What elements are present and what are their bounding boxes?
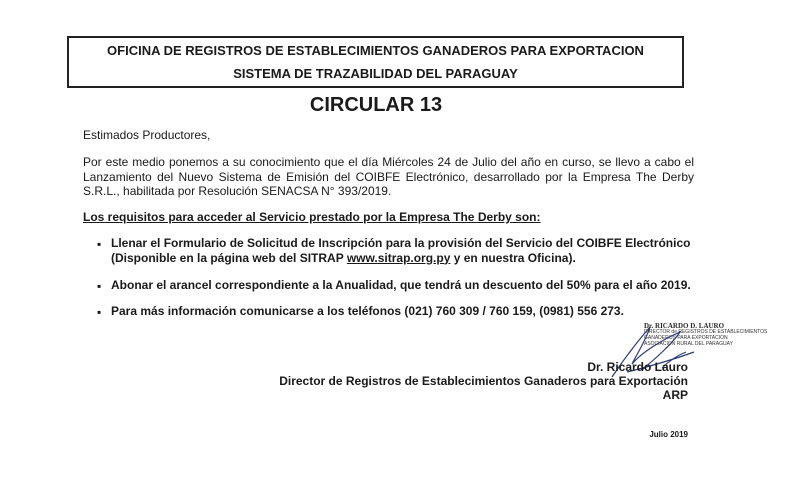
requirement-3: Para más información comunicarse a los teléfonos (021) 760 309 / 760 159, (0981) 556 273. xyxy=(111,304,624,318)
bullet-icon: ▪ xyxy=(97,237,102,251)
requirement-2: Abonar el arancel correspondiente a la Anualidad, que tendrá un descuento del 50% para el año 2019. xyxy=(111,278,691,292)
system-title: SISTEMA DE TRAZABILIDAD DEL PARAGUAY xyxy=(233,66,518,81)
signer-name: Dr. Ricardo Lauro xyxy=(587,360,688,374)
stamp-name: Dr. RICARDO D. LAURO xyxy=(644,322,725,330)
intro-paragraph: Por este medio ponemos a su conocimiento que el día Miércoles 24 de Julio del año en curso, se llevo a cabo el Lanzamiento del Nuevo Sistema de Emisión del COIBFE Electrónico, desarrollado por la Empresa The Derby S.R.L., habilitada por Resolución SENACSA N° 393/2019. xyxy=(83,155,694,198)
circular-title: CIRCULAR 13 xyxy=(309,94,443,116)
bullet-icon: ▪ xyxy=(97,279,102,293)
signer-position: Director de Registros de Establecimientos Ganaderos para Exportación xyxy=(279,374,688,388)
requirement-1-text-end: y en nuestra Oficina). xyxy=(450,250,576,265)
stamp-role-1: DIRECTOR de REGISTROS DE ESTABLECIMIENTOS xyxy=(644,329,768,335)
requirement-1-text: (Disponible en la página web del SITRAP xyxy=(111,250,347,265)
requirement-1 xyxy=(111,236,690,265)
signer-organization: ARP xyxy=(662,388,688,402)
requirement-1-line2 xyxy=(111,251,690,266)
stamp-role-3: ASOCIACION RURAL DEL PARAGUAY xyxy=(644,341,733,347)
requirement-1-line1: Llenar el Formulario de Solicitud de Inscripción para la provisión del Servicio del COIBFE Electrónico xyxy=(111,236,691,250)
office-title: OFICINA DE REGISTROS DE ESTABLECIMIENTOS GANADEROS PARA EXPORTACION xyxy=(107,43,644,58)
sitrap-link[interactable]: www.sitrap.org.py xyxy=(346,250,451,265)
requirements-heading: Los requisitos para acceder al Servicio prestado por la Empresa The Derby son: xyxy=(83,210,541,224)
stamp-role-2: GANADEROS PARA EXPORTACION xyxy=(644,335,728,341)
document-date: Julio 2019 xyxy=(649,430,688,439)
header-box xyxy=(67,36,684,88)
bullet-icon: ▪ xyxy=(97,305,102,319)
greeting: Estimados Productores, xyxy=(83,128,211,142)
